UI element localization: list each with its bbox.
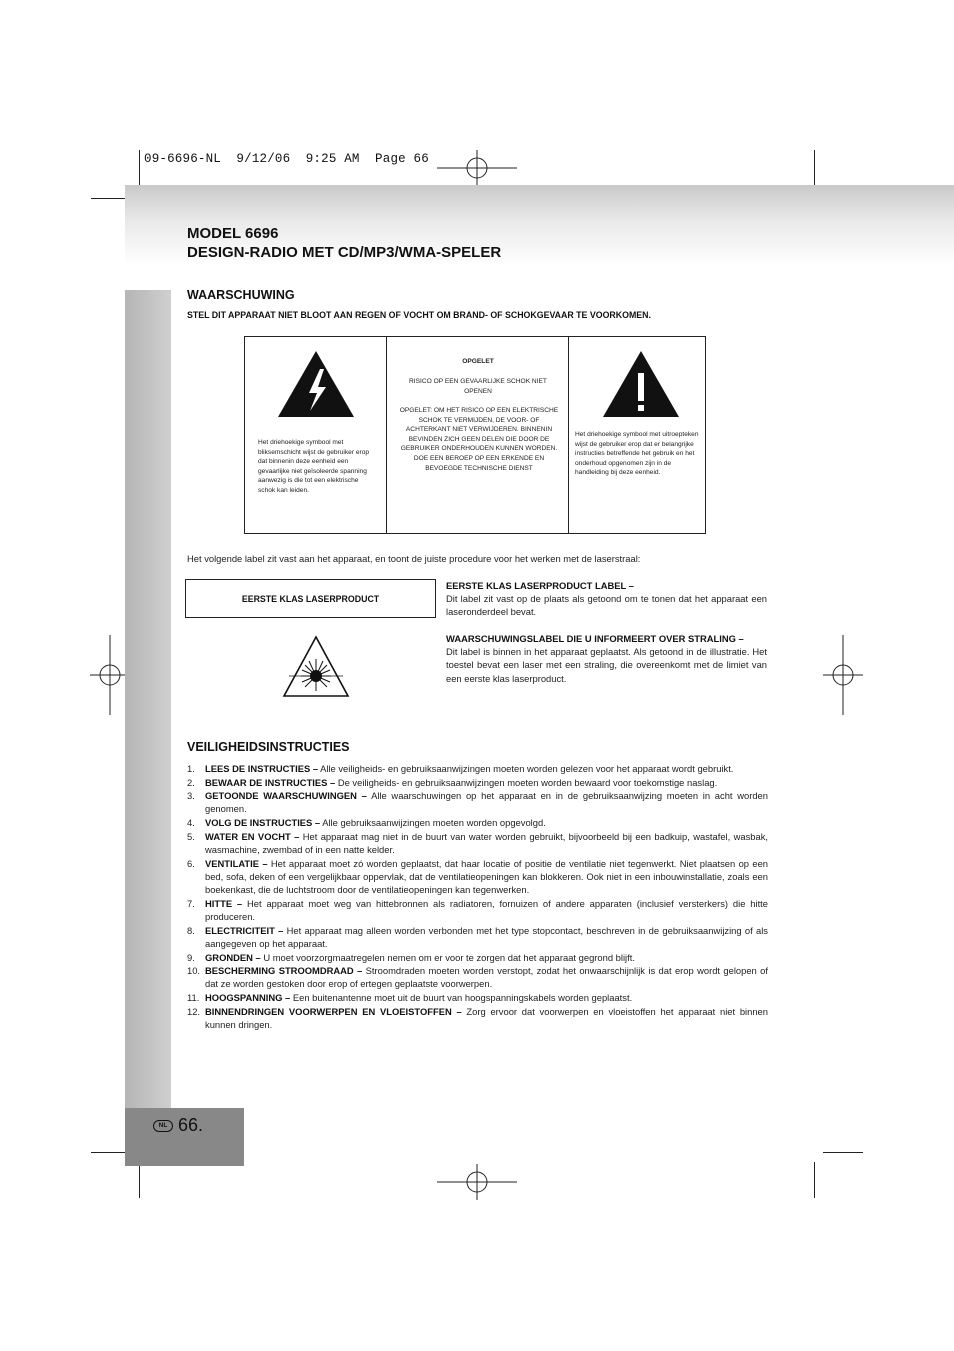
- list-item: 8. ELECTRICITEIT – Het apparaat mag alleen worden verbonden met het type stopcontact, beschreven in de gebruiksaanwijzing of als aangegeven op het apparaat.: [187, 924, 768, 949]
- exclamation-symbol-text: Het driehoekige symbool met uitroepteken wijst de gebruiker erop dat er belangrijke instructies betreffende het gebruik en het onderhoud opgenomen zijn in de handleiding bij deze eenheid.: [575, 431, 699, 477]
- registration-mark-bottom: [437, 1162, 517, 1202]
- laser-label-text: Dit label zit vast op de plaats als getoond om te tonen dat het apparaat een laseronderdeel bevat.: [446, 593, 767, 618]
- list-item: 12. BINNENDRINGEN VOORWERPEN EN VLOEISTOFFEN – Zorg ervoor dat voorwerpen en vloeistoffen het apparaat niet binnen kunnen dringen.: [187, 1005, 768, 1030]
- warning-heading: WAARSCHUWING: [187, 288, 295, 302]
- side-band: [125, 290, 171, 1110]
- list-item: 5. WATER EN VOCHT – Het apparaat mag niet in de buurt van water worden gebruikt, bijvoorbeeld bij een badkuip, wastafel, wasbak, wasmachine, zwembad of in een natte kelder.: [187, 830, 768, 855]
- list-item: 3. GETOONDE WAARSCHUWINGEN – Alle waarschuwingen op het apparaat en in de gebruiksaanwijzing moeten in acht worden genomen.: [187, 790, 768, 815]
- laser-label-title: EERSTE KLAS LASERPRODUCT LABEL –: [446, 580, 634, 591]
- print-header: 09-6696-NL 9/12/06 9:25 AM Page 66: [144, 152, 429, 166]
- laser-label-description: [446, 579, 767, 619]
- laser-intro: Het volgende label zit vast aan het apparaat, en toont de juiste procedure voor het werken met de laserstraal:: [187, 553, 641, 564]
- list-item: 2. BEWAAR DE INSTRUCTIES – De veiligheids- en gebruiksaanwijzingen moeten worden bewaard voor toekomstige naslag.: [187, 776, 718, 788]
- list-item: 9. GRONDEN – U moet voorzorgmaatregelen nemen om er voor te zorgen dat het apparaat gegrond blijft.: [187, 951, 635, 963]
- warning-label-table: [244, 336, 706, 534]
- lightning-symbol-text: Het driehoekige symbool met bliksemschicht wijst de gebruiker erop dat binnenin deze eenheid een gevaarlijke niet geïsoleerde spanning aanwezig is die tot een elektrische schok kan leiden.: [258, 439, 370, 494]
- safety-instructions-list: [187, 762, 768, 1032]
- list-item: 1. LEES DE INSTRUCTIES – Alle veiligheids- en gebruiksaanwijzingen moeten worden gelezen voor het apparaat wordt gebruikt.: [187, 763, 734, 774]
- laser-product-label: EERSTE KLAS LASERPRODUCT: [185, 579, 436, 618]
- radiation-label-text: Dit label is binnen in het apparaat geplaatst. Als getoond in de illustratie. Het toestel bevat een laser met een straling, die overeenkomt met de limiet van een eerste klas laserproduct.: [446, 646, 767, 684]
- lightning-warning-icon: [276, 349, 356, 419]
- document-title: [187, 224, 501, 262]
- radiation-label-title: WAARSCHUWINGSLABEL DIE U INFORMEERT OVER STRALING –: [446, 633, 744, 644]
- product-name: DESIGN-RADIO MET CD/MP3/WMA-SPELER: [187, 244, 502, 261]
- list-item: 6. VENTILATIE – Het apparaat moet zó worden geplaatst, dat haar locatie of positie de ventilatie niet tegenwerkt. Niet plaatsen op een bed, sofa, deken of een vergelijkbaar oppervlak, dat de ventilatieopeningen kan blokkeren. Ook niet in een inbouwinstallatie, zoals een boekenkast, die de luchtstroom door de ventilatieopeningen kan tegenwerken.: [187, 857, 768, 896]
- registration-mark-left: [90, 635, 130, 715]
- registration-mark-right: [823, 635, 863, 715]
- laser-radiation-icon: [281, 634, 351, 698]
- list-item: 7. HITTE – Het apparaat moet weg van hittebronnen als radiatoren, fornuizen of andere apparaten (inclusief versterkers) die hitte produceren.: [187, 897, 768, 923]
- page-number: 66.: [178, 1115, 204, 1135]
- model-name: MODEL 6696: [187, 225, 279, 242]
- list-item: 10. BESCHERMING STROOMDRAAD – Stroomdraden moeten worden verstopt, zodat het onwaarschijnlijk is dat erop wordt gelopen of dat ze worden gestoken door erop of ertegen geplaatste voorwerpen.: [187, 965, 768, 990]
- caution-risk-text: RISICO OP EEN GEVAARLIJKE SCHOK NIET OPENEN: [409, 378, 547, 395]
- language-badge: NL: [153, 1120, 173, 1132]
- warning-statement: STEL DIT APPARAAT NIET BLOOT AAN REGEN OF VOCHT OM BRAND- OF SCHOKGEVAAR TE VOORKOMEN.: [187, 310, 651, 320]
- page-footer: [153, 1115, 203, 1136]
- caution-instructions-text: OPGELET: OM HET RISICO OP EEN ELEKTRISCHE SCHOK TE VERMIJDEN, DE VOOR- OF ACHTERKANT NIET VERWIJDEREN. BINNENIN BEVINDEN ZICH GEEN DELEN DIE DOOR DE GEBRUIKER ONDERHOUDEN KUNNEN WORDEN. DOE EEN BEROEP OP EEN ERKENDE EN BEVOEGDE TECHNISCHE DIENST: [399, 407, 559, 472]
- caution-title: OPGELET: [462, 358, 494, 365]
- safety-heading: VEILIGHEIDSINSTRUCTIES: [187, 740, 350, 754]
- exclamation-warning-icon: [601, 349, 681, 419]
- registration-mark-top: [437, 148, 517, 188]
- list-item: 11. HOOGSPANNING – Een buitenantenne moet uit de buurt van hoogspanningskabels worden geplaatst.: [187, 992, 633, 1004]
- list-item: 4. VOLG DE INSTRUCTIES – Alle gebruiksaanwijzingen moeten worden opgevolgd.: [187, 817, 546, 829]
- radiation-label-description: [446, 632, 767, 685]
